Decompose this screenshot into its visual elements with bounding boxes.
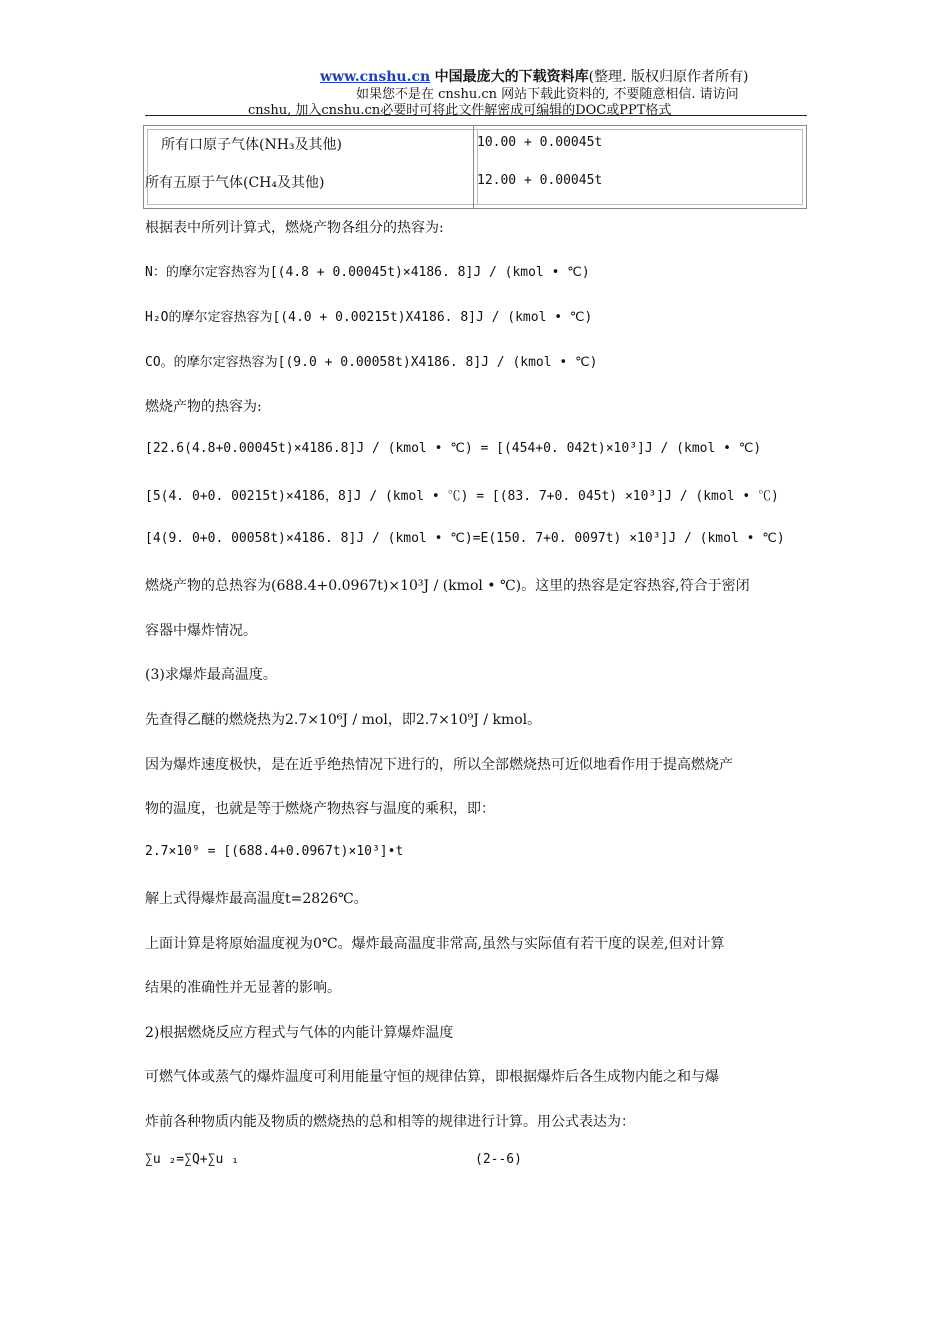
site-link[interactable]: www.cnshu.cn <box>320 69 431 85</box>
formula-line <box>145 261 590 280</box>
formula-text: [4(9. 0+0. 00058t)×4186. 8]J / (kmol • ℃)=E(150. 7+0. 0097t) ×10³]J / (kmol • ℃) <box>145 531 785 546</box>
header-line-2: 如果您不是在 cnshu.cn 网站下载此资料的, 不要随意相信. 请访问 <box>356 87 739 102</box>
equation-text: ∑u ₂=∑Q+∑u ₁ <box>145 1152 239 1167</box>
formula-text: 2.7×10⁹ = [(688.4+0.0967t)×10³]•t <box>145 844 404 859</box>
section-heading: (3)求爆炸最高温度。 <box>145 667 277 683</box>
header-line-3: cnshu, 加入cnshu.cn必要时可将此文件解密成可编辑的DOC或PPT格式 <box>248 103 672 118</box>
formula-line <box>145 351 598 370</box>
formula-line <box>145 440 761 456</box>
formula-text: [22.6(4.8+0.00045t)×4186.8]J / (kmol • ℃) = [(454+0. 042t)×10³]J / (kmol • ℃) <box>145 441 762 456</box>
table-row-1-gas: 所有口原子气体(NH₃及其他) <box>161 137 342 153</box>
paragraph: 物的温度，也就是等于燃烧产物热容与温度的乘积，即： <box>145 801 495 817</box>
formula-text: N：的摩尔定容热容为[(4.8 + 0.00045t)×4186. 8]J / (kmol • ℃) <box>145 265 590 280</box>
paragraph: 可燃气体或蒸气的爆炸温度可利用能量守恒的规律估算，即根据爆炸后各生成物内能之和与爆 <box>145 1069 719 1085</box>
equation-line <box>145 1151 239 1167</box>
formula-text: [5(4. 0+0. 00215t)×4186，8]J / (kmol • ℃) = [(83. 7+0. 045t) ×10³]J / (kmol • ℃) <box>145 489 779 504</box>
paragraph: 解上式得爆炸最高温度t=2826℃。 <box>145 891 368 907</box>
paragraph: 燃烧产物的热容为: <box>145 399 262 415</box>
paragraph: 因为爆炸速度极快，是在近乎绝热情况下进行的，所以全部燃烧热可近似地看作用于提高燃烧产 <box>145 757 733 773</box>
site-note: (整理. 版权归原作者所有) <box>588 69 749 85</box>
formula-line <box>145 530 785 546</box>
formula-text: CO。的摩尔定容热容为[(9.0 + 0.00058t)X4186. 8]J / (kmol • ℃) <box>145 355 598 370</box>
table-column-divider <box>473 126 474 208</box>
paragraph: 燃烧产物的总热容为(688.4+0.0967t)×10³J / (kmol • ℃)。这里的热容是定容热容,符合于密闭 <box>145 578 750 594</box>
table-row-2-formula: 12.00 + 0.00045t <box>477 173 603 188</box>
paragraph: 先查得乙醚的燃烧热为2.7×10⁶J / mol，即2.7×10⁹J / kmol。 <box>145 712 542 728</box>
paragraph: 炸前各种物质内能及物质的燃烧热的总和相等的规律进行计算。用公式表达为： <box>145 1114 635 1130</box>
heat-capacity-table <box>143 125 807 209</box>
paragraph: 上面计算是将原始温度视为0℃。爆炸最高温度非常高,虽然与实际值有若干度的误差,但对计算 <box>145 936 725 952</box>
table-row-1-formula: 10.00 + 0.00045t <box>477 135 603 150</box>
paragraph: 容器中爆炸情况。 <box>145 623 257 639</box>
equation-number <box>475 1151 522 1167</box>
formula-text: H₂O的摩尔定容热容为[(4.0 + 0.00215t)X4186. 8]J / (kmol • ℃) <box>145 310 593 325</box>
table-row-2-gas: 所有五原于气体(CH₄及其他) <box>145 175 325 191</box>
header-rule <box>145 115 807 116</box>
formula-line <box>145 843 403 859</box>
section-heading: 2)根据燃烧反应方程式与气体的内能计算爆炸温度 <box>145 1025 454 1041</box>
site-title: 中国最庞大的下载资料库 <box>434 69 589 85</box>
formula-line <box>145 485 779 504</box>
equation-number-text: (2--6) <box>475 1152 522 1167</box>
formula-line <box>145 306 592 325</box>
paragraph: 根据表中所列计算式，燃烧产物各组分的热容为: <box>145 220 444 236</box>
paragraph: 结果的准确性并无显著的影响。 <box>145 980 341 996</box>
